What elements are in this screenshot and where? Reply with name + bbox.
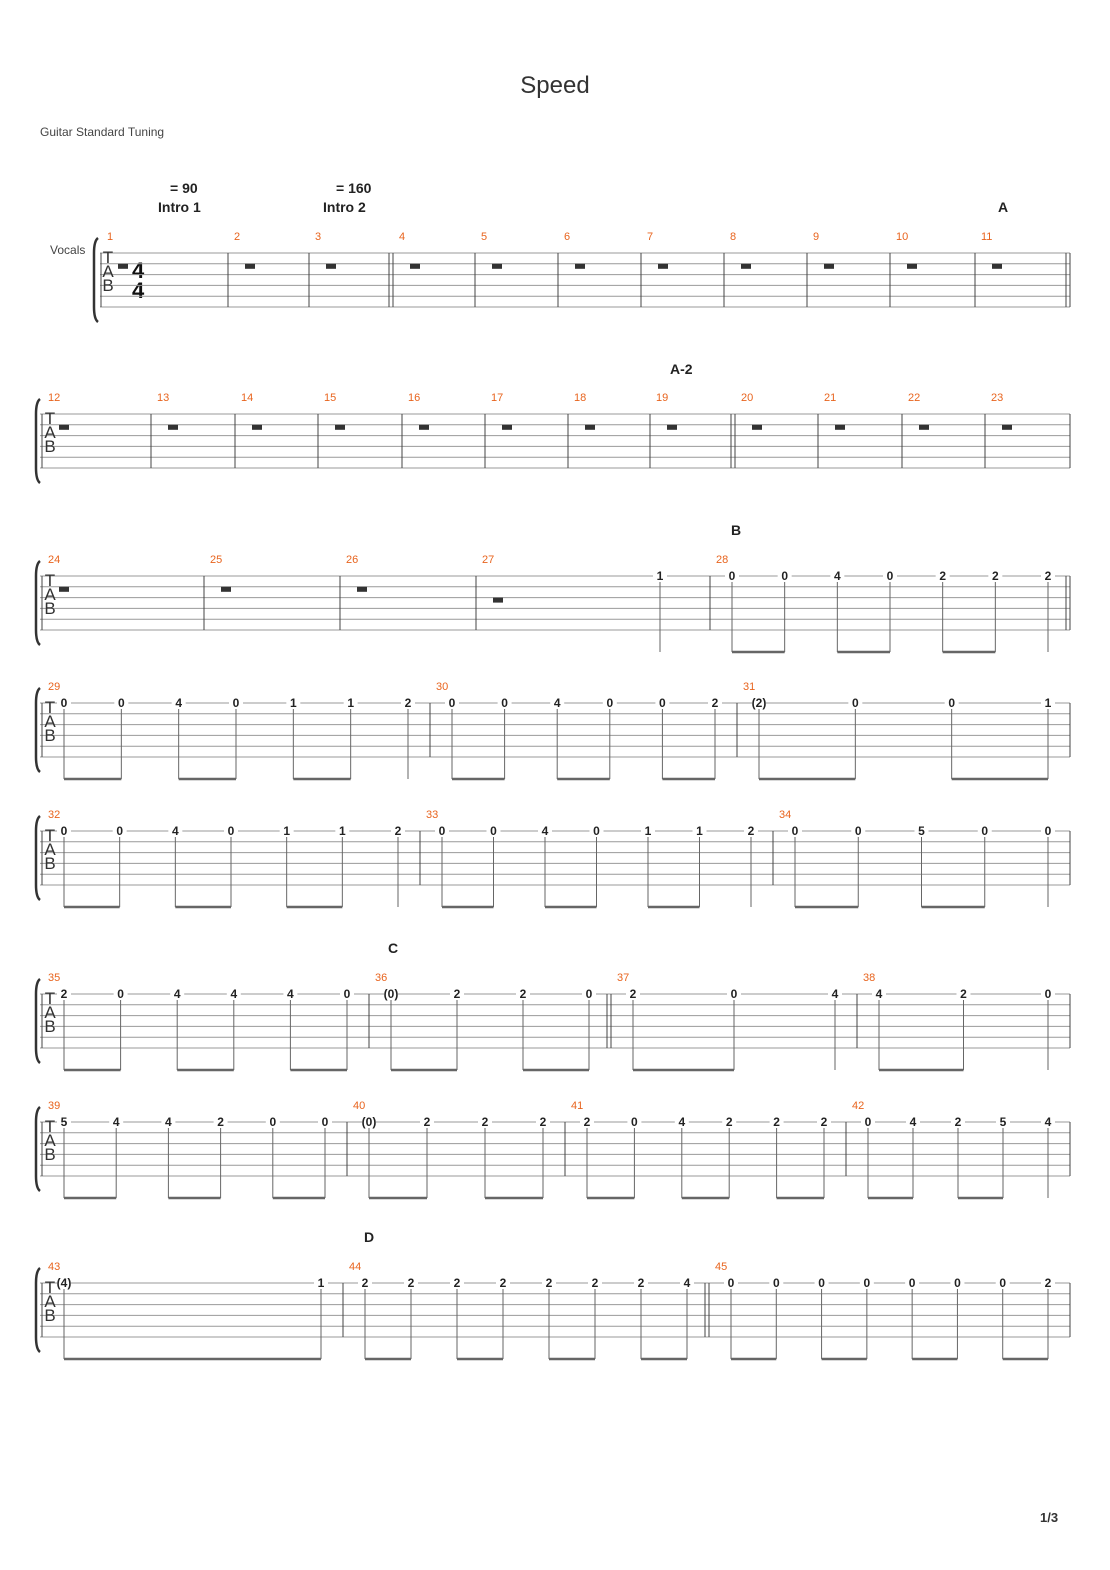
fret-number: 2: [539, 1115, 547, 1129]
fret-number: 5: [999, 1115, 1007, 1129]
section-c: C: [388, 940, 399, 956]
fret-number: 4: [287, 987, 294, 1001]
measure-number: 12: [48, 392, 61, 404]
fret-number: 0: [908, 1276, 916, 1290]
measure-number: 37: [617, 972, 630, 984]
measure-number: 13: [157, 392, 170, 404]
fret-number: 2: [954, 1115, 962, 1129]
tab-letter: T: [44, 698, 56, 717]
fret-number: 1: [317, 1276, 325, 1290]
section-a-2: A-2: [670, 361, 693, 377]
rest-symbol: [59, 425, 69, 430]
fret-number: 0: [791, 824, 799, 838]
page-number: 1/3: [1040, 1510, 1059, 1525]
fret-number: 0: [631, 1115, 638, 1129]
tab-letter: T: [102, 248, 114, 267]
fret-number: 0: [864, 1115, 872, 1129]
measure-number: 22: [908, 392, 921, 404]
measure-number: 24: [48, 554, 61, 566]
fret-number: 2: [519, 987, 527, 1001]
rest-symbol: [357, 587, 367, 592]
section-a: A: [998, 199, 1009, 215]
rest-symbol: [493, 598, 503, 603]
section-b: B: [731, 522, 742, 538]
fret-number: 2: [481, 1115, 489, 1129]
tempo-marking-1: = 90: [170, 180, 198, 196]
measure-number: 9: [813, 231, 820, 243]
fret-number: 4: [831, 987, 839, 1001]
fret-number: 0: [1044, 824, 1052, 838]
measure-number: 36: [375, 972, 388, 984]
measure-number: 18: [574, 392, 587, 404]
measure-number: 29: [48, 681, 61, 693]
rest-symbol: [168, 425, 178, 430]
score-title: Speed: [520, 72, 590, 99]
fret-number: 0: [981, 824, 989, 838]
fret-number: 0: [501, 696, 508, 710]
system-bracket: [36, 399, 40, 483]
measure-number: 45: [715, 1261, 728, 1273]
rest-symbol: [575, 264, 585, 269]
section-intro-1: Intro 1: [158, 199, 201, 215]
measure-number: 17: [491, 392, 504, 404]
tab-letter: B: [44, 1306, 56, 1325]
fret-number: 2: [394, 824, 402, 838]
fret-number: (0): [361, 1115, 377, 1129]
rest-symbol: [1002, 425, 1012, 430]
fret-number: 2: [725, 1115, 733, 1129]
rest-symbol: [252, 425, 262, 430]
fret-number: 4: [112, 1115, 120, 1129]
fret-number: 4: [173, 987, 181, 1001]
rest-symbol: [59, 587, 69, 592]
measure-number: 32: [48, 809, 61, 821]
fret-number: 2: [1044, 569, 1052, 583]
fret-number: 4: [175, 696, 183, 710]
fret-number: 2: [60, 987, 68, 1001]
tuning-label: Guitar Standard Tuning: [40, 125, 165, 139]
tab-letter: A: [44, 585, 56, 604]
fret-number: 2: [217, 1115, 224, 1129]
rest-symbol: [741, 264, 751, 269]
track-name: Vocals: [50, 243, 86, 257]
fret-number: 1: [338, 824, 346, 838]
fret-number: 0: [448, 696, 456, 710]
fret-number: 1: [289, 696, 297, 710]
measure-number: 35: [48, 972, 61, 984]
fret-number: 5: [60, 1115, 68, 1129]
fret-number: 0: [343, 987, 351, 1001]
measure-number: 7: [647, 231, 654, 243]
measure-number: 27: [482, 554, 495, 566]
tab-letter: B: [102, 276, 114, 295]
fret-number: 1: [1044, 696, 1052, 710]
fret-number: 4: [875, 987, 883, 1001]
measure-number: 5: [481, 231, 488, 243]
tab-letter: A: [44, 1131, 56, 1150]
measure-number: 21: [824, 392, 837, 404]
measure-number: 39: [48, 1100, 61, 1112]
rest-symbol: [221, 587, 231, 592]
measure-number: 8: [730, 231, 737, 243]
fret-number: 4: [909, 1115, 917, 1129]
system-bracket: [36, 561, 40, 645]
fret-number: 0: [593, 824, 600, 838]
fret-number: 0: [232, 696, 240, 710]
fret-number: 2: [453, 987, 461, 1001]
fret-number: 4: [171, 824, 179, 838]
tab-letter: T: [44, 1278, 56, 1297]
fret-number: 4: [165, 1115, 172, 1129]
tab-letter: T: [44, 1117, 56, 1136]
measure-number: 3: [315, 231, 322, 243]
system-bracket: [36, 816, 40, 900]
fret-number: 4: [683, 1276, 691, 1290]
measure-number: 6: [564, 231, 571, 243]
measure-number: 11: [981, 231, 993, 243]
fret-number: 0: [60, 696, 68, 710]
tab-letter: B: [44, 437, 56, 456]
tab-letter: B: [44, 854, 56, 873]
rest-symbol: [752, 425, 762, 430]
measure-number: 16: [408, 392, 421, 404]
fret-number: 0: [490, 824, 497, 838]
rest-symbol: [118, 264, 128, 269]
fret-number: 2: [820, 1115, 828, 1129]
fret-number: 0: [60, 824, 68, 838]
rest-symbol: [919, 425, 929, 430]
measure-number: 19: [656, 392, 669, 404]
tempo-marking-2: = 160: [336, 180, 372, 196]
measure-number: 44: [349, 1261, 362, 1273]
fret-number: 2: [583, 1115, 591, 1129]
fret-number: 4: [553, 696, 561, 710]
fret-number: 0: [606, 696, 614, 710]
fret-number: 1: [656, 569, 664, 583]
fret-number: 2: [453, 1276, 461, 1290]
measure-number: 10: [896, 231, 909, 243]
fret-number: 0: [730, 987, 738, 1001]
measure-number: 34: [779, 809, 792, 821]
fret-number: 2: [629, 987, 637, 1001]
tab-letter: B: [44, 1017, 56, 1036]
system-bracket: [36, 1268, 40, 1352]
fret-number: 0: [781, 569, 789, 583]
fret-number: 0: [954, 1276, 961, 1290]
rest-symbol: [585, 425, 595, 430]
fret-number: 0: [585, 987, 593, 1001]
tab-letter: A: [44, 712, 56, 731]
fret-number: 1: [347, 696, 355, 710]
fret-number: 0: [727, 1276, 735, 1290]
rest-symbol: [992, 264, 1002, 269]
measure-number: 14: [241, 392, 254, 404]
fret-number: 0: [117, 696, 125, 710]
tab-letter: T: [44, 989, 56, 1008]
rest-symbol: [502, 425, 512, 430]
measure-number: 43: [48, 1261, 61, 1273]
fret-number: 2: [773, 1115, 780, 1129]
rest-symbol: [419, 425, 429, 430]
tab-letter: T: [44, 826, 56, 845]
fret-number: 0: [818, 1276, 825, 1290]
measure-number: 41: [571, 1100, 584, 1112]
tab-letter: A: [102, 262, 114, 281]
tab-letter: A: [44, 1003, 56, 1022]
rest-symbol: [667, 425, 677, 430]
fret-number: (0): [383, 987, 399, 1001]
fret-number: 0: [269, 1115, 277, 1129]
rest-symbol: [907, 264, 917, 269]
measure-number: 2: [234, 231, 241, 243]
tab-letter: T: [44, 409, 56, 428]
fret-number: 0: [886, 569, 894, 583]
fret-number: 2: [407, 1276, 415, 1290]
tab-letter: A: [44, 1292, 56, 1311]
rest-symbol: [410, 264, 420, 269]
measure-number: 23: [991, 392, 1004, 404]
fret-number: 0: [438, 824, 446, 838]
section-intro-2: Intro 2: [323, 199, 366, 215]
fret-number: 4: [678, 1115, 686, 1129]
fret-number: 0: [117, 987, 124, 1001]
rest-symbol: [835, 425, 845, 430]
fret-number: 2: [361, 1276, 369, 1290]
rest-symbol: [245, 264, 255, 269]
fret-number: 2: [711, 696, 719, 710]
fret-number: 2: [637, 1276, 645, 1290]
fret-number: 2: [991, 569, 999, 583]
fret-number: 1: [644, 824, 652, 838]
fret-number: 4: [541, 824, 549, 838]
measure-number: 30: [436, 681, 449, 693]
rest-symbol: [824, 264, 834, 269]
system-bracket: [36, 1107, 40, 1191]
fret-number: (4): [56, 1276, 72, 1290]
tab-letter: B: [44, 1145, 56, 1164]
fret-number: 2: [499, 1276, 507, 1290]
tab-letter: A: [44, 423, 56, 442]
measure-number: 28: [716, 554, 729, 566]
time-signature-top: 4: [132, 258, 145, 283]
fret-number: 2: [747, 824, 755, 838]
rest-symbol: [492, 264, 502, 269]
measure-number: 42: [852, 1100, 865, 1112]
measure-number: 25: [210, 554, 223, 566]
tab-letter: B: [44, 726, 56, 745]
measure-number: 15: [324, 392, 337, 404]
fret-number: 0: [659, 696, 666, 710]
rest-symbol: [335, 425, 345, 430]
tab-letter: A: [44, 840, 56, 859]
measure-number: 4: [399, 231, 406, 243]
fret-number: 2: [939, 569, 947, 583]
section-d: D: [364, 1229, 375, 1245]
time-signature-bottom: 4: [132, 278, 145, 303]
fret-number: 0: [728, 569, 736, 583]
tab-letter: B: [44, 599, 56, 618]
fret-number: 0: [227, 824, 235, 838]
measure-number: 26: [346, 554, 359, 566]
fret-number: 1: [696, 824, 703, 838]
system-bracket: [36, 979, 40, 1063]
fret-number: 2: [591, 1276, 599, 1290]
fret-number: 0: [321, 1115, 329, 1129]
fret-number: 2: [1044, 1276, 1052, 1290]
fret-number: 0: [999, 1276, 1007, 1290]
fret-number: 0: [854, 824, 862, 838]
fret-number: 0: [851, 696, 859, 710]
measure-number: 33: [426, 809, 439, 821]
fret-number: 2: [404, 696, 412, 710]
fret-number: 4: [230, 987, 238, 1001]
fret-number: 0: [948, 696, 956, 710]
measure-number: 40: [353, 1100, 366, 1112]
fret-number: 4: [833, 569, 841, 583]
measure-number: 38: [863, 972, 876, 984]
fret-number: 0: [116, 824, 124, 838]
fret-number: 0: [1044, 987, 1052, 1001]
fret-number: 2: [423, 1115, 431, 1129]
rest-symbol: [326, 264, 336, 269]
fret-number: (2): [751, 696, 767, 710]
fret-number: 4: [1044, 1115, 1052, 1129]
measure-number: 31: [743, 681, 756, 693]
fret-number: 2: [545, 1276, 553, 1290]
measure-number: 1: [107, 231, 114, 243]
system-bracket: [36, 688, 40, 772]
fret-number: 5: [918, 824, 925, 838]
fret-number: 0: [772, 1276, 780, 1290]
rest-symbol: [658, 264, 668, 269]
measure-number: 20: [741, 392, 754, 404]
fret-number: 2: [960, 987, 967, 1001]
system-bracket: [94, 238, 98, 322]
fret-number: 1: [283, 824, 291, 838]
tab-letter: T: [44, 571, 56, 590]
fret-number: 0: [863, 1276, 871, 1290]
